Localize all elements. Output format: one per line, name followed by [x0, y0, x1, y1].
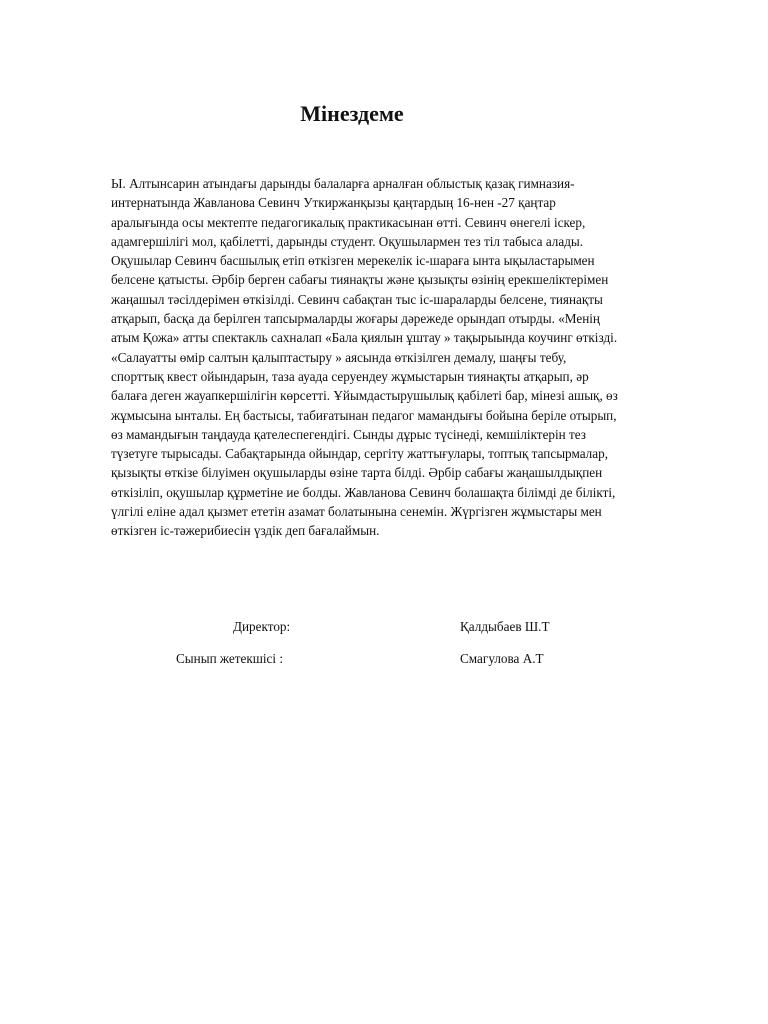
- signature-role-director: Директор:: [233, 619, 291, 634]
- body-line: түзетуге тырысады. Сабақтарында ойындар, сергіту жаттығулары, топтық тапсырмалар,: [111, 446, 608, 462]
- signature-role-class-teacher: Сынып жетекшісі :: [176, 651, 284, 666]
- document-body: [111, 174, 711, 541]
- body-line: интернатында Жавланова Севинч Уткиржанқызы қаңтардың 16-нен -27 қаңтар: [111, 195, 556, 211]
- body-line: Ы. Алтынсарин атындағы дарынды балаларға арналған облыстық қазақ гимназия-: [111, 176, 575, 191]
- body-line: өткізіліп, оқушылар құрметіне ие болды. Жавланова Севинч болашақта білімді де білікті,: [111, 484, 616, 500]
- body-line: жаңашыл тәсілдерімен өткізілді. Севинч сабақтан тыс іс-шараларды белсене, тиянақты: [111, 291, 603, 307]
- body-line: белсене қатысты. Әрбір берген сабағы тиянақты және қызықты өзінің ерекшеліктерімен: [111, 272, 609, 288]
- body-line: аралығында осы мектепте педагогикалық практикасынан өтті. Севинч өнегелі іскер,: [111, 214, 586, 230]
- body-line: өз мамандығын таңдауда қателеспегендігі. Сынды дұрыс түсінеді, кемшіліктерін тез: [111, 426, 587, 442]
- signature-name-class-teacher: Смагулова А.Т: [460, 651, 544, 666]
- body-line: адамгершілігі мол, қабілетті, дарынды студент. Оқушылармен тез тіл табыса алады.: [111, 233, 584, 249]
- body-line: Оқушылар Севинч басшылық етіп өткізген мерекелік іс-шараға ынта ықыластарымен: [111, 253, 595, 269]
- body-line: өткізген іс-тәжерибиесін үздік деп бағалаймын.: [111, 523, 380, 539]
- body-line: спорттық квест ойындарын, таза ауада серуендеу жұмыстарын тиянақты атқарып, әр: [111, 368, 589, 384]
- body-line: «Салауатты өмір салтын қалыптастыру » аясында өткізілген демалу, шаңғы тебу,: [111, 349, 567, 365]
- body-line: қызықты өткізе білуімен оқушыларды өзіне тарта білді. Әрбір сабағы жаңашылдықпен: [111, 465, 603, 481]
- body-line: атқарып, басқа да берілген тапсырмаларды жоғары дәрежеде орындап отырды. «Менің: [111, 311, 600, 327]
- body-line: жұмысына ынталы. Ең бастысы, табиғатынан педагог мамандығы бойына беріле отырып,: [111, 407, 617, 423]
- body-line: атым Қожа» атты спектакль сахналап «Бала қиялын ұштау » тақырыында коучинг өткізді.: [111, 330, 618, 346]
- signature-name-director: Қалдыбаев Ш.Т: [460, 619, 550, 634]
- body-line: үлгілі еліне адал қызмет ететін азамат болатынына сенемін. Жүргізген жұмыстары мен: [111, 504, 602, 520]
- document-title: Мінездеме: [300, 101, 404, 126]
- body-line: балаға деген жауапкершілігін көрсетті. Ұйымдастырушылық қабілеті бар, мінезі ашық, өз: [111, 388, 618, 404]
